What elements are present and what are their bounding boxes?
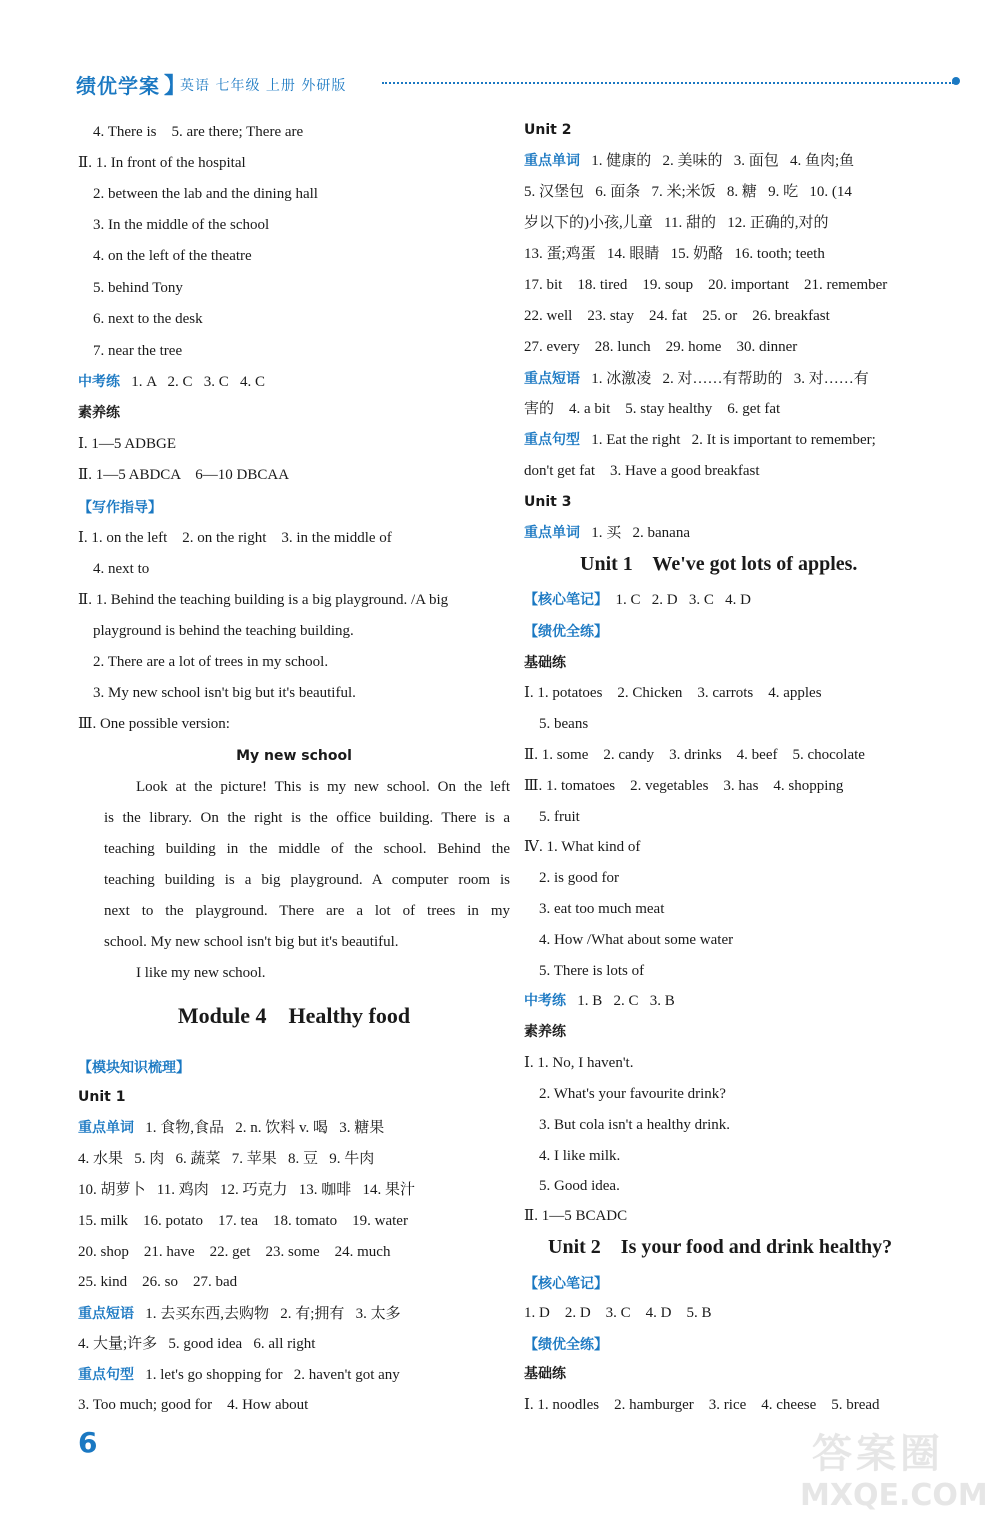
answer-line [524,369,869,389]
answer-line: 7. near the tree [78,343,183,359]
answer-text: 1. let's go shopping for 2. haven't got any [134,1367,400,1383]
section-tag: 重点单词 [524,525,580,541]
brand-bracket-icon: 】 [164,73,187,98]
answer-line: I like my new school. [136,965,266,981]
answer-line: 2. between the lab and the dining hall [78,186,318,202]
answer-line: 25. kind 26. so 27. bad [78,1274,238,1290]
answer-line: Ⅲ. One possible version: [78,716,230,732]
answer-line: 17. bit 18. tired 19. soup 20. important 21. remember [524,277,888,293]
answer-line: 3. My new school isn't big but it's beautiful. [78,685,356,701]
page-number: 6 [78,1426,98,1459]
answer-line: 素养练 [524,1024,566,1040]
answer-line: 5. fruit [524,809,580,825]
answer-text: 1. Eat the right 2. It is important to remember; [580,432,876,448]
answer-line: Unit 2 [524,122,572,138]
answer-line: 4. 水果 5. 肉 6. 蔬菜 7. 苹果 8. 豆 9. 牛肉 [78,1151,375,1167]
answer-line [524,523,690,543]
answer-line: 【绩优全练】 [524,1337,608,1353]
answer-line [78,1365,400,1385]
answer-line: 基础练 [524,655,566,671]
section-tag: 重点单词 [524,153,580,169]
answer-line: 岁以下的)小孩,儿童 11. 甜的 12. 正确的,对的 [524,215,829,231]
section-tag: 重点短语 [524,371,580,387]
answer-line: playground is behind the teaching building. [78,623,354,639]
answer-line: 4. 大量;许多 5. good idea 6. all right [78,1336,316,1352]
answer-line [78,372,265,392]
answer-text: 1. 健康的 2. 美味的 3. 面包 4. 鱼肉;鱼 [580,153,855,169]
answer-line: 22. well 23. stay 24. fat 25. or 26. breakfast [524,308,830,324]
answer-line: Ⅰ. 1. noodles 2. hamburger 3. rice 4. cheese 5. bread [524,1397,880,1413]
section-tag: 【核心笔记】 [524,592,608,608]
answer-line: 2. There are a lot of trees in my school. [78,654,329,670]
answer-line: 3. Too much; good for 4. How about [78,1397,309,1413]
answer-line: teaching building is a big playground. A computer room is [104,872,510,888]
answer-line: 5. There is lots of [524,963,645,979]
answer-text: 1. C 2. D 3. C 4. D [608,592,751,608]
answer-line [524,991,675,1011]
section-tag: 重点句型 [78,1367,134,1383]
answer-line: 4. There is 5. are there; There are [78,124,304,140]
answer-line: 15. milk 16. potato 17. tea 18. tomato 19. water [78,1213,408,1229]
answer-line [524,151,854,171]
watermark-logo: 答案圈 [812,1431,944,1477]
answer-line: Ⅱ. 1. In front of the hospital [78,155,246,171]
answer-line: is the library. On the right is the office building. There is a [104,810,510,826]
answer-line: Ⅱ. 1—5 ABDCA 6—10 DBCAA [78,467,290,483]
answer-line: 13. 蛋;鸡蛋 14. 眼睛 15. 奶酪 16. tooth; teeth [524,246,825,262]
answer-line [524,430,876,450]
answer-line: Ⅱ. 1—5 BCADC [524,1208,628,1224]
answer-line: 5. 汉堡包 6. 面条 7. 米;米饭 8. 糖 9. 吃 10. (14 [524,184,852,200]
answer-line: My new school [236,748,352,764]
answer-line: next to the playground. There are a lot of trees in my [104,903,510,919]
answer-line: Unit 2 Is your food and drink healthy? [548,1236,893,1258]
answer-line: 4. next to [78,561,150,577]
answer-text: 1. 买 2. banana [580,525,690,541]
answer-line: 4. I like milk. [524,1148,621,1164]
answer-line: 4. on the left of the theatre [78,248,252,264]
answer-line: 6. next to the desk [78,311,203,327]
answer-line: 4. How /What about some water [524,932,734,948]
answer-line: school. My new school isn't big but it's beautiful. [104,934,399,950]
answer-line: 20. shop 21. have 22. get 23. some 24. much [78,1244,391,1260]
answer-text: 1. 食物,食品 2. n. 饮料 v. 喝 3. 糖果 [134,1120,385,1136]
answer-line: 3. eat too much meat [524,901,665,917]
answer-line: 5. beans [524,716,589,732]
answer-line: Ⅰ. 1. potatoes 2. Chicken 3. carrots 4. apples [524,685,822,701]
watermark-url: MXQE.COM [800,1478,988,1513]
answer-line: 基础练 [524,1366,566,1382]
header-dotted-rule [382,82,954,84]
answer-line [78,1118,384,1138]
answer-line: 27. every 28. lunch 29. home 30. dinner [524,339,798,355]
answer-line: don't get fat 3. Have a good breakfast [524,463,760,479]
answer-line [78,1304,401,1324]
answer-text: 1. 冰激凌 2. 对……有帮助的 3. 对……有 [580,371,869,387]
section-tag: 重点单词 [78,1120,134,1136]
answer-line: 2. is good for [524,870,619,886]
section-tag: 重点短语 [78,1306,134,1322]
section-tag: 中考练 [524,993,566,1009]
answer-line: 害的 4. a bit 5. stay healthy 6. get fat [524,401,781,417]
answer-line: 3. In the middle of the school [78,217,270,233]
answer-line: 【核心笔记】 [524,1276,608,1292]
answer-line: Ⅳ. 1. What kind of [524,839,641,855]
answer-line: Unit 1 [78,1089,126,1105]
answer-line: 1. D 2. D 3. C 4. D 5. B [524,1305,712,1321]
answer-line: Unit 1 We've got lots of apples. [580,553,858,575]
section-tag: 中考练 [78,374,120,390]
brand-title: 绩优学案 [76,74,160,98]
answer-line: 5. behind Tony [78,280,183,296]
answer-line: teaching building in the middle of the school. Behind the [104,841,510,857]
answer-line: 3. But cola isn't a healthy drink. [524,1117,731,1133]
answer-text: 1. A 2. C 3. C 4. C [120,374,266,390]
answer-line [524,590,751,610]
book-subtitle: 英语 七年级 上册 外研版 [180,78,347,94]
page-header [76,70,966,100]
header-dot-icon [952,77,960,85]
answer-text: 1. B 2. C 3. B [566,993,675,1009]
answer-line: Ⅰ. 1. No, I haven't. [524,1055,634,1071]
answer-line: Unit 3 [524,494,572,510]
answer-line: 10. 胡萝卜 11. 鸡肉 12. 巧克力 13. 咖啡 14. 果汁 [78,1182,415,1198]
answer-line: 【绩优全练】 [524,624,608,640]
section-tag: 重点句型 [524,432,580,448]
answer-line: 2. What's your favourite drink? [524,1086,726,1102]
answer-line: 素养练 [78,405,120,421]
answer-line: Ⅱ. 1. some 2. candy 3. drinks 4. beef 5. chocolate [524,747,865,763]
answer-line: 【模块知识梳理】 [78,1060,190,1076]
answer-line: 【写作指导】 [78,500,162,516]
answer-line: Look at the picture! This is my new school. On the left [136,779,510,795]
answer-line: Ⅲ. 1. tomatoes 2. vegetables 3. has 4. shopping [524,778,844,794]
answer-line: Ⅰ. 1—5 ADBGE [78,436,177,452]
answer-line: Ⅰ. 1. on the left 2. on the right 3. in the middle of [78,530,392,546]
answer-line: 5. Good idea. [524,1178,620,1194]
answer-line: Ⅱ. 1. Behind the teaching building is a big playground. /A big [78,592,449,608]
answer-text: 1. 去买东西,去购物 2. 有;拥有 3. 太多 [134,1306,401,1322]
answer-line: Module 4 Healthy food [177,1003,411,1028]
